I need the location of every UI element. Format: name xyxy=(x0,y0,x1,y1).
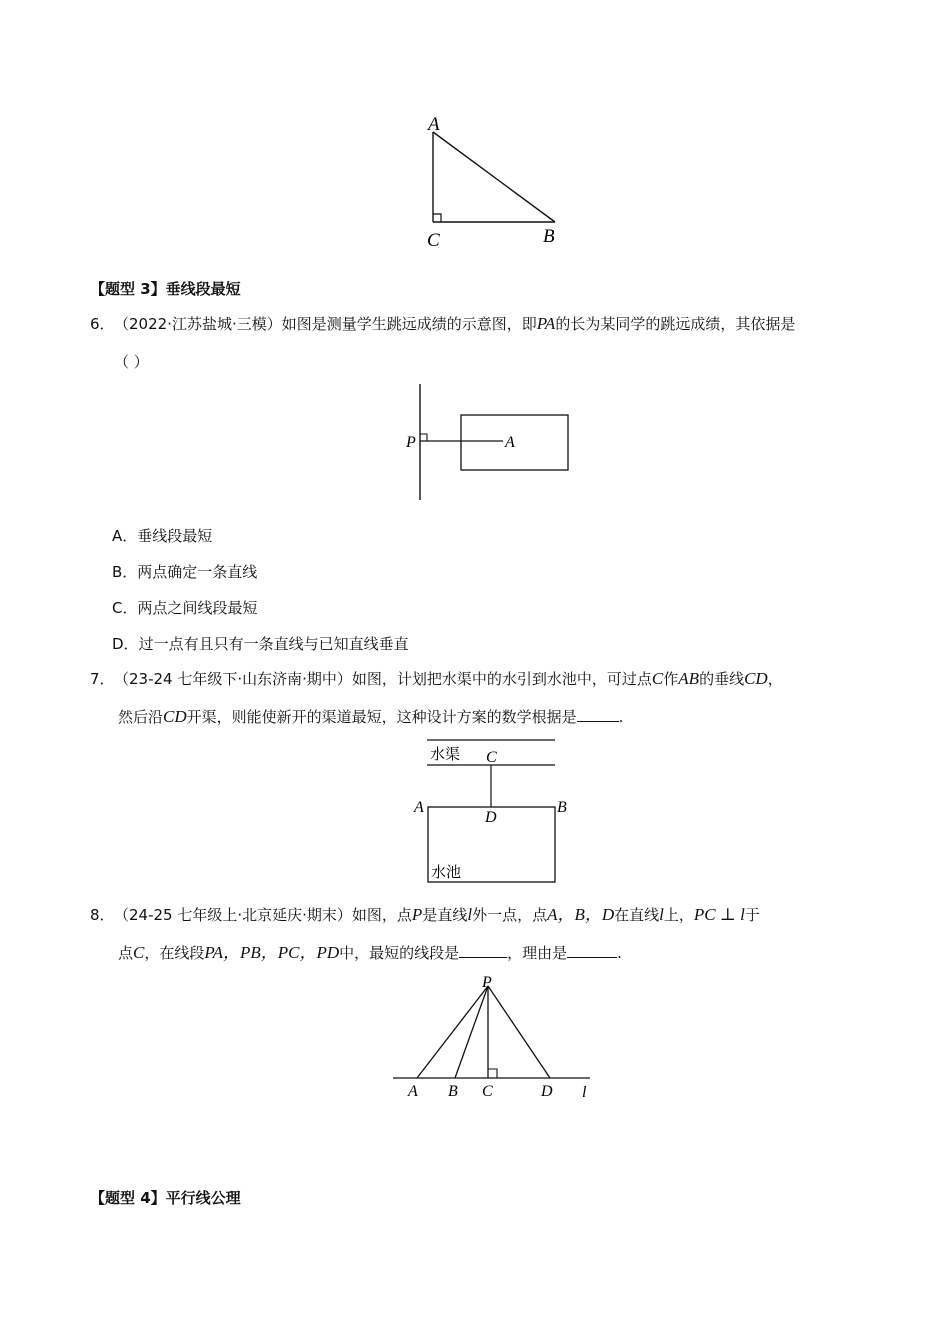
q6-option-b-letter: B． xyxy=(112,563,138,581)
q7-text-a: 如图，计划把水渠中的水引到水池中，可过点 xyxy=(351,670,652,688)
q8-line2-point-c: C xyxy=(133,943,145,962)
q8-text-c: 外一点，点 xyxy=(472,906,548,924)
q8-text-d: 在直线 xyxy=(614,906,660,924)
q8-line2-b: ，在线段 xyxy=(144,944,205,962)
q6-text-b: 的长为某同学的跳远成绩，其依据是 xyxy=(555,315,796,333)
q8-point-p: P xyxy=(411,905,423,924)
q6-figure xyxy=(398,380,578,504)
q6-option-c[interactable] xyxy=(112,597,258,619)
q8-text-b: 是直线 xyxy=(422,906,468,924)
q7-text-c: 的垂线 xyxy=(699,670,745,688)
q6-option-a-letter: A． xyxy=(112,527,138,545)
q8-perp: PC ⊥ l xyxy=(693,905,745,924)
q7-segment-ab: AB xyxy=(678,669,700,688)
q8-text-a: 如图，点 xyxy=(351,906,412,924)
q8-line2-c: 中，最短的线段是 xyxy=(339,944,460,962)
q8-figure-label-p: P xyxy=(482,974,492,991)
q7-line2 xyxy=(118,706,623,728)
q7-point-c: C xyxy=(651,669,664,688)
q7-figure-canal: 水渠 xyxy=(430,747,461,763)
q7-line2-end: . xyxy=(618,708,624,726)
q6-option-d-text: 过一点有且只有一条直线与已知直线垂直 xyxy=(138,635,409,653)
q6-figure-label-p: P xyxy=(406,434,416,451)
q7-line1 xyxy=(114,668,783,690)
q7-figure-pool: 水池 xyxy=(431,865,462,881)
q8-line2 xyxy=(118,942,622,964)
q7-line2-segment: CD xyxy=(163,707,187,726)
q8-source: （24-25 七年级上·北京延庆·期末） xyxy=(114,906,352,924)
q6-option-c-text: 两点之间线段最短 xyxy=(137,599,258,617)
q8-figure-label-b: B xyxy=(448,1083,458,1100)
triangle-label-c: C xyxy=(427,230,440,250)
q6-answer-paren: （ ） xyxy=(114,353,149,371)
section-3-heading: 【题型 3】垂线段最短 xyxy=(90,280,241,298)
q7-figure-label-d: D xyxy=(485,809,497,826)
q6-segment-pa: PA xyxy=(536,314,556,333)
q6-text-a: 如图是测量学生跳远成绩的示意图，即 xyxy=(281,315,537,333)
q6-option-b-text: 两点确定一条直线 xyxy=(137,563,258,581)
q8-line-l2: l xyxy=(659,905,664,924)
q6-option-a-text: 垂线段最短 xyxy=(137,527,213,545)
triangle-figure xyxy=(415,110,575,250)
q7-text-b: 作 xyxy=(663,670,679,688)
q7-figure-label-b: B xyxy=(557,799,567,816)
q8-line2-end: . xyxy=(617,944,622,962)
q8-answer-blank-1[interactable] xyxy=(459,942,507,958)
q7-line2-a: 然后沿 xyxy=(118,708,164,726)
q6-figure-label-a: A xyxy=(505,434,515,451)
q6-line1 xyxy=(114,313,795,335)
q7-figure xyxy=(410,735,570,887)
q8-text-e: 上， xyxy=(663,906,694,924)
q8-answer-blank-2[interactable] xyxy=(567,942,617,958)
q6-option-d[interactable] xyxy=(112,633,409,655)
q7-figure-label-c: C xyxy=(486,749,497,766)
q8-line2-a: 点 xyxy=(118,944,134,962)
q7-segment-cd: CD xyxy=(744,669,768,688)
q7-source: （23-24 七年级下·山东济南·期中） xyxy=(114,670,352,688)
q7-line2-b: 开渠，则能使新开的渠道最短，这种设计方案的数学根据是 xyxy=(186,708,577,726)
q7-figure-label-a: A xyxy=(414,799,424,816)
triangle-label-a: A xyxy=(428,114,440,135)
q7-text-d: ， xyxy=(767,670,783,688)
q8-figure-label-c: C xyxy=(482,1083,493,1100)
q6-option-a[interactable] xyxy=(112,525,212,547)
q8-points-abd: A，B，D xyxy=(547,905,615,924)
q6-option-c-letter: C． xyxy=(112,599,138,617)
q7-number: 7． xyxy=(90,670,115,688)
q8-figure xyxy=(385,972,600,1100)
q6-number: 6． xyxy=(90,315,115,333)
triangle-label-b: B xyxy=(543,226,555,247)
q8-line2-d: ，理由是 xyxy=(507,944,568,962)
section-4-heading: 【题型 4】平行线公理 xyxy=(90,1189,241,1207)
q8-figure-label-a: A xyxy=(408,1083,418,1100)
q8-line1 xyxy=(114,904,760,926)
q8-line-l: l xyxy=(467,905,473,924)
q7-answer-blank[interactable] xyxy=(577,706,619,722)
q8-segments: PA，PB，PC，PD xyxy=(204,943,340,962)
q6-option-b[interactable] xyxy=(112,561,257,583)
q6-option-d-letter: D． xyxy=(112,635,139,653)
q6-source: （2022·江苏盐城·三模） xyxy=(114,315,282,333)
q8-text-f: 于 xyxy=(744,906,760,924)
q8-figure-label-l: l xyxy=(582,1084,587,1100)
q8-figure-label-d: D xyxy=(541,1083,553,1100)
q8-number: 8． xyxy=(90,906,115,924)
